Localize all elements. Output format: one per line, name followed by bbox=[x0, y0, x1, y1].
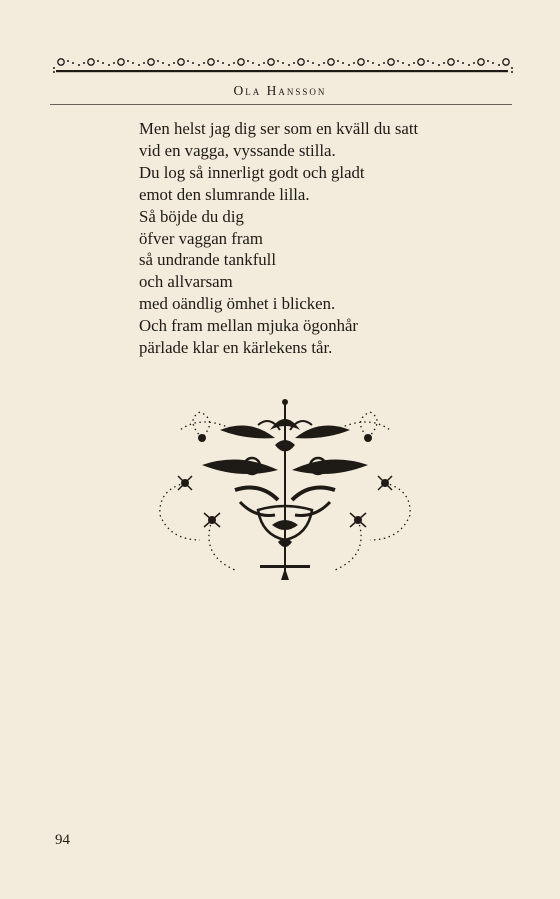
poem-line: med oändlig ömhet i blicken. bbox=[139, 294, 336, 314]
poem-line: vid en vagga, vyssande stilla. bbox=[139, 140, 336, 160]
poem-line: och allvarsam bbox=[139, 272, 233, 292]
decorative-border-icon bbox=[50, 50, 516, 80]
poem-line: emot den slumrande lilla. bbox=[139, 184, 310, 204]
poem-line: Du log så innerligt godt och gladt bbox=[139, 162, 365, 182]
poem-line: Men helst jag dig ser som en kväll du satt bbox=[139, 119, 419, 138]
poem-line: så undrande tankfull bbox=[139, 250, 277, 270]
poem-line: Och fram mellan mjuka ögonhår bbox=[139, 316, 359, 336]
running-header: Ola Hansson bbox=[233, 83, 327, 98]
poem-line: öfver vaggan fram bbox=[139, 228, 263, 248]
header-rule bbox=[50, 104, 512, 105]
poem-stanza bbox=[139, 118, 519, 359]
page-number: 94 bbox=[55, 832, 70, 848]
poem-line: Så böjde du dig bbox=[139, 206, 244, 226]
floral-vase-ornament-icon bbox=[140, 390, 430, 590]
poem-line: pärlade klar en kärlekens tår. bbox=[139, 338, 333, 358]
